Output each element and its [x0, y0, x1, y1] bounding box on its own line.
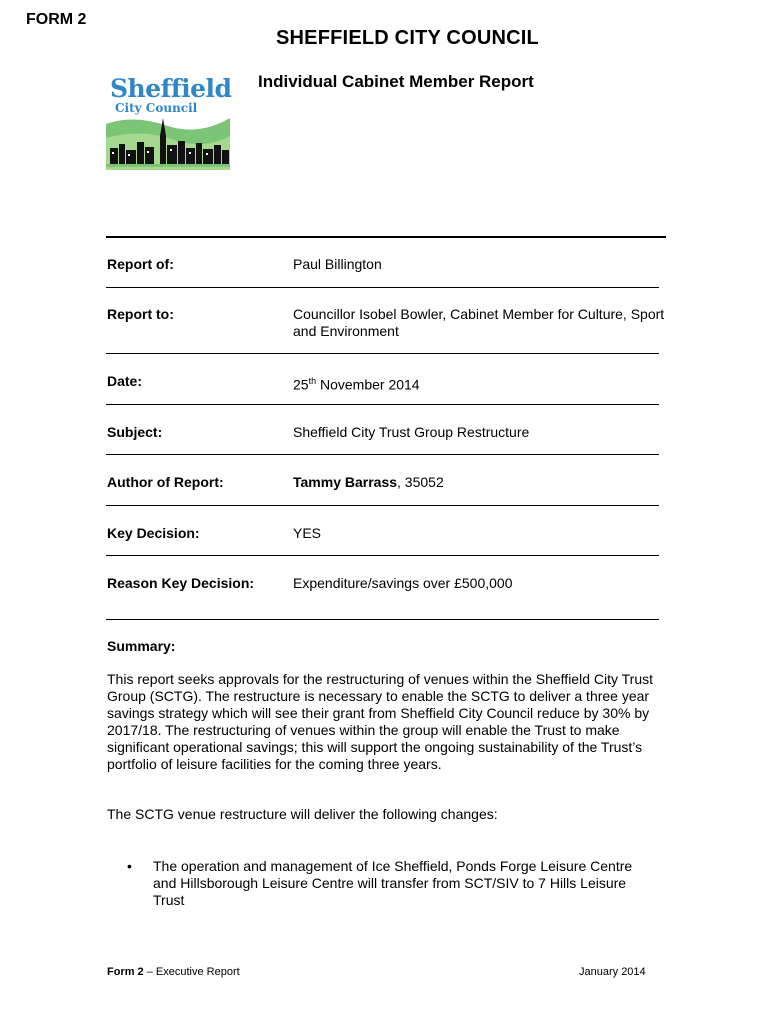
bullet-icon: • — [127, 858, 132, 874]
city-skyline-icon — [104, 114, 232, 170]
summary-intro: The SCTG venue restructure will deliver the following changes: — [107, 806, 498, 822]
report-to-value: Councillor Isobel Bowler, Cabinet Member for Culture, Sport and Environment — [293, 306, 665, 339]
list-item: The operation and management of Ice Sheffield, Ponds Forge Leisure Centre and Hillsborough Leisure Centre will transfer from SCT/SIV to 7 Hills Leisure Trust — [153, 858, 633, 908]
header-divider — [106, 236, 666, 238]
subject-label: Subject: — [107, 424, 163, 440]
field-divider — [106, 555, 659, 556]
reason-key-decision-label: Reason Key Decision: — [107, 575, 255, 591]
footer-form-label: Form 2 – Executive Report — [107, 966, 240, 978]
field-divider — [106, 404, 659, 405]
report-type-title: Individual Cabinet Member Report — [258, 72, 534, 91]
form-tag: FORM 2 — [26, 11, 87, 28]
council-title: SHEFFIELD CITY COUNCIL — [276, 27, 539, 49]
report-of-label: Report of: — [107, 256, 174, 272]
footer-date: January 2014 — [579, 966, 646, 978]
summary-paragraph: This report seeks approvals for the restructuring of venues within the Sheffield City Trust Group (SCTG). The restructure is necessary to enable the SCTG to deliver a three year savings strategy which will see their grant from Sheffield City Council reduce by 30% by 2017/18. The restructuring of venues within the group will enable the Trust to make significant operational savings; this will support the ongoing sustainability of the Trust’s portfolio of leisure facilities for the coming three years. — [107, 671, 653, 772]
report-to-label: Report to: — [107, 306, 174, 322]
subject-value: Sheffield City Trust Group Restructure — [293, 424, 530, 440]
field-divider — [106, 619, 659, 620]
author-label: Author of Report: — [107, 474, 224, 490]
author-value: Tammy Barrass, 35052 — [293, 474, 444, 490]
field-divider — [106, 287, 659, 288]
summary-heading: Summary: — [107, 638, 176, 654]
key-decision-label: Key Decision: — [107, 525, 200, 541]
sheffield-logo — [104, 70, 232, 170]
reason-key-decision-value: Expenditure/savings over £500,000 — [293, 575, 513, 591]
key-decision-value: YES — [293, 525, 322, 541]
field-divider — [106, 505, 659, 506]
date-label: Date: — [107, 373, 143, 389]
field-divider — [106, 353, 659, 354]
date-value: 25th November 2014 — [293, 376, 420, 393]
logo-wordmark: Sheffield — [110, 74, 232, 103]
logo-subtitle: City Council — [115, 101, 198, 115]
field-divider — [106, 454, 659, 455]
report-of-value: Paul Billington — [293, 256, 382, 272]
